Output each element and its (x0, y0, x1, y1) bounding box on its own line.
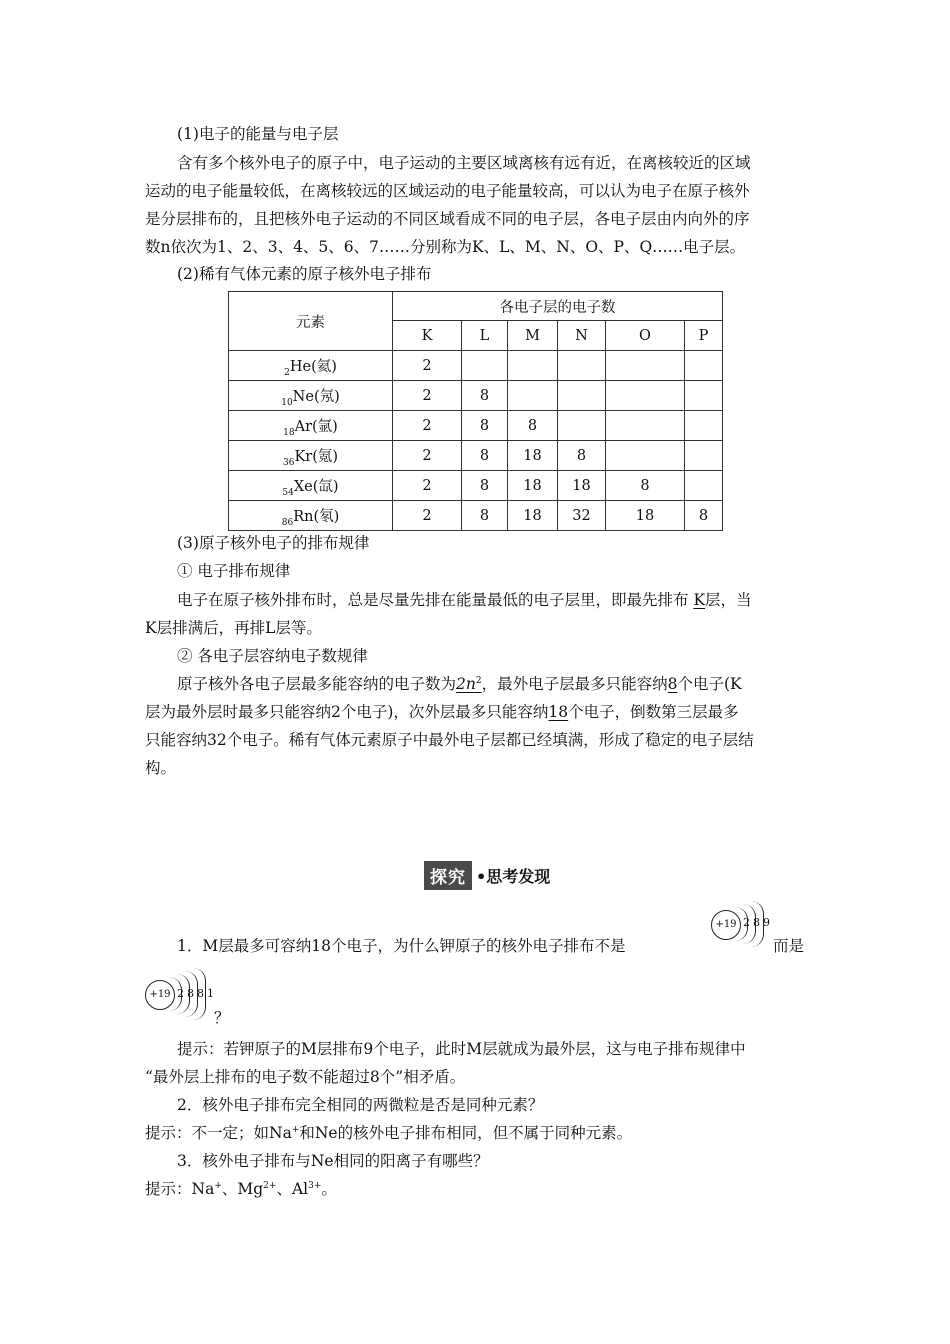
answer-2 (145, 1123, 805, 1143)
shell-count: 8 (197, 987, 204, 1000)
electron-count-cell: 8 (462, 441, 508, 471)
text: 个电子(K (677, 675, 742, 693)
electron-count-cell: 18 (508, 471, 558, 501)
electron-count-cell: 18 (606, 501, 685, 531)
electron-count-cell (606, 441, 685, 471)
electron-count-cell (685, 441, 723, 471)
element-symbol: Ar(氩) (294, 419, 338, 435)
layer-o: O (606, 321, 685, 351)
element-cell (229, 501, 393, 531)
table-row (229, 441, 723, 471)
element-cell (229, 411, 393, 441)
electron-count-cell: 8 (462, 411, 508, 441)
text: 提示：Na (145, 1180, 215, 1198)
electron-count-cell: 2 (393, 411, 462, 441)
layer-m: M (508, 321, 558, 351)
section2-heading: (2)稀有气体元素的原子核外电子排布 (177, 265, 432, 283)
shell-count: 2 (743, 916, 750, 929)
text: 层，当 (705, 591, 752, 609)
paragraph-line (145, 702, 805, 722)
text: 和Ne的核外电子排布相同，但不属于同种元素。 (299, 1124, 633, 1142)
answer-3 (145, 1179, 805, 1199)
element-cell (229, 471, 393, 501)
element-cell (229, 381, 393, 411)
answer-2n2 (456, 675, 482, 693)
electron-count-cell (606, 351, 685, 381)
element-cell (229, 441, 393, 471)
table-row (229, 471, 723, 501)
section-banner (424, 861, 550, 890)
electron-count-cell (558, 351, 606, 381)
nucleus: +19 (711, 910, 741, 940)
text: 个电子，倒数第三层最多 (568, 703, 739, 721)
electron-count-cell (685, 381, 723, 411)
electron-count-cell (558, 381, 606, 411)
exponent: 2 (475, 675, 482, 686)
electron-count-cell: 8 (462, 471, 508, 501)
electron-count-cell: 8 (685, 501, 723, 531)
text: 。 (321, 1180, 337, 1198)
shell-count: 9 (763, 916, 770, 929)
electron-count-cell (606, 381, 685, 411)
question-2: 2．核外电子排布完全相同的两微粒是否是同种元素？ (177, 1096, 544, 1114)
paragraph-line (177, 590, 837, 610)
electron-count-cell: 8 (462, 501, 508, 531)
paragraph-line: 构。 (145, 759, 177, 777)
element-cell (229, 351, 393, 381)
table-row (229, 501, 723, 531)
answer-8: 8 (667, 675, 678, 693)
electron-count-cell: 8 (558, 441, 606, 471)
electron-count-cell: 8 (462, 381, 508, 411)
paragraph-line: K层排满后，再排L层等。 (145, 619, 322, 637)
charge: 2+ (263, 1180, 277, 1191)
text: 、Mg (221, 1180, 264, 1198)
text: 电子在原子核外排布时，总是尽量先排在能量最低的电子层里，即最先排布 (177, 591, 694, 609)
electron-count-cell: 2 (393, 381, 462, 411)
paragraph-line: 数n依次为1、2、3、4、5、6、7……分别称为K、L、M、N、O、P、Q……电子层。 (145, 238, 746, 256)
answer-18: 18 (548, 703, 569, 721)
shell-count: 8 (753, 916, 760, 929)
text: 原子核外各电子层最多能容纳的电子数为 (177, 675, 457, 693)
paragraph-line: 含有多个核外电子的原子中，电子运动的主要区域离核有远有近，在离核较近的区域 (177, 154, 751, 172)
atomic-number: 2 (284, 367, 290, 378)
element-symbol: He(氦) (289, 359, 337, 375)
text: 层为最外层时最多只能容纳2个电子)，次外层最多只能容纳 (145, 703, 549, 721)
atomic-number: 18 (283, 427, 295, 438)
electron-count-cell (685, 351, 723, 381)
banner-title: •思考发现 (476, 867, 551, 886)
rule2-title: ② 各电子层容纳电子数规律 (177, 647, 368, 665)
electron-count-cell: 2 (393, 441, 462, 471)
element-symbol: Rn(氡) (293, 509, 340, 525)
electron-count-cell (685, 411, 723, 441)
charge: + (291, 1124, 300, 1135)
table-row (229, 381, 723, 411)
question-1: 1．M层最多可容纳18个电子，为什么钾原子的核外电子排布不是 (177, 937, 626, 955)
electron-count-cell: 2 (393, 501, 462, 531)
electron-count-cell (508, 381, 558, 411)
shell-count: 2 (177, 987, 184, 1000)
element-symbol: Ne(氖) (292, 389, 340, 405)
question-1-cont: 而是 (773, 937, 805, 955)
atomic-number: 86 (281, 517, 294, 528)
electron-count-cell: 8 (606, 471, 685, 501)
section1-heading: (1)电子的能量与电子层 (177, 125, 339, 143)
atomic-number: 54 (282, 487, 294, 498)
layer-l: L (462, 321, 508, 351)
electron-shell-table (228, 291, 723, 531)
text: 提示：不一定；如Na (145, 1124, 292, 1142)
answer-1-cont: “最外层上排布的电子数不能超过8个”相矛盾。 (145, 1068, 466, 1086)
paragraph-line: 只能容纳32个电子。稀有气体元素原子中最外电子层都已经填满，形成了稳定的电子层结 (145, 731, 754, 749)
atomic-number: 36 (282, 457, 295, 468)
electron-count-cell: 8 (508, 411, 558, 441)
paragraph-line: 是分层排布的，且把核外电子运动的不同区域看成不同的电子层，各电子层由内向外的序 (145, 210, 750, 228)
text: 、Al (276, 1180, 309, 1198)
rule1-title: ① 电子排布规律 (177, 562, 291, 580)
element-symbol: Kr(氪) (294, 449, 339, 465)
shell-count: 1 (207, 987, 214, 1000)
shell-count: 8 (187, 987, 194, 1000)
layer-p: P (685, 321, 723, 351)
electron-count-cell: 32 (558, 501, 606, 531)
electron-count-cell (508, 351, 558, 381)
electron-count-cell (685, 471, 723, 501)
nucleus: +19 (145, 980, 175, 1010)
electron-count-cell (558, 411, 606, 441)
text: 2n (456, 675, 476, 693)
paragraph-line: 运动的电子能量较低，在离核较远的区域运动的电子能量较高，可以认为电子在原子核外 (145, 182, 750, 200)
header-element: 元素 (229, 292, 393, 351)
electron-count-cell: 18 (508, 501, 558, 531)
answer-k: K (693, 591, 706, 609)
section3-heading: (3)原子核外电子的排布规律 (177, 534, 370, 552)
table-row (229, 411, 723, 441)
paragraph-line (177, 674, 837, 694)
charge: + (214, 1180, 222, 1191)
banner-label: 探究 (424, 861, 472, 890)
question-1-end: ？ (214, 1009, 230, 1027)
electron-count-cell (462, 351, 508, 381)
electron-count-cell: 2 (393, 351, 462, 381)
electron-count-cell: 18 (508, 441, 558, 471)
header-layers: 各电子层的电子数 (393, 292, 723, 321)
element-symbol: Xe(氙) (293, 479, 339, 495)
question-3: 3．核外电子排布与Ne相同的阳离子有哪些？ (177, 1152, 489, 1170)
atomic-number: 10 (281, 397, 293, 408)
layer-k: K (393, 321, 462, 351)
charge: 3+ (308, 1180, 322, 1191)
electron-count-cell: 2 (393, 471, 462, 501)
electron-count-cell: 18 (558, 471, 606, 501)
table-row (229, 351, 723, 381)
answer-1: 提示：若钾原子的M层排布9个电子，此时M层就成为最外层，这与电子排布规律中 (177, 1040, 746, 1058)
layer-n: N (558, 321, 606, 351)
electron-count-cell (606, 411, 685, 441)
text: ，最外电子层最多只能容纳 (481, 675, 668, 693)
